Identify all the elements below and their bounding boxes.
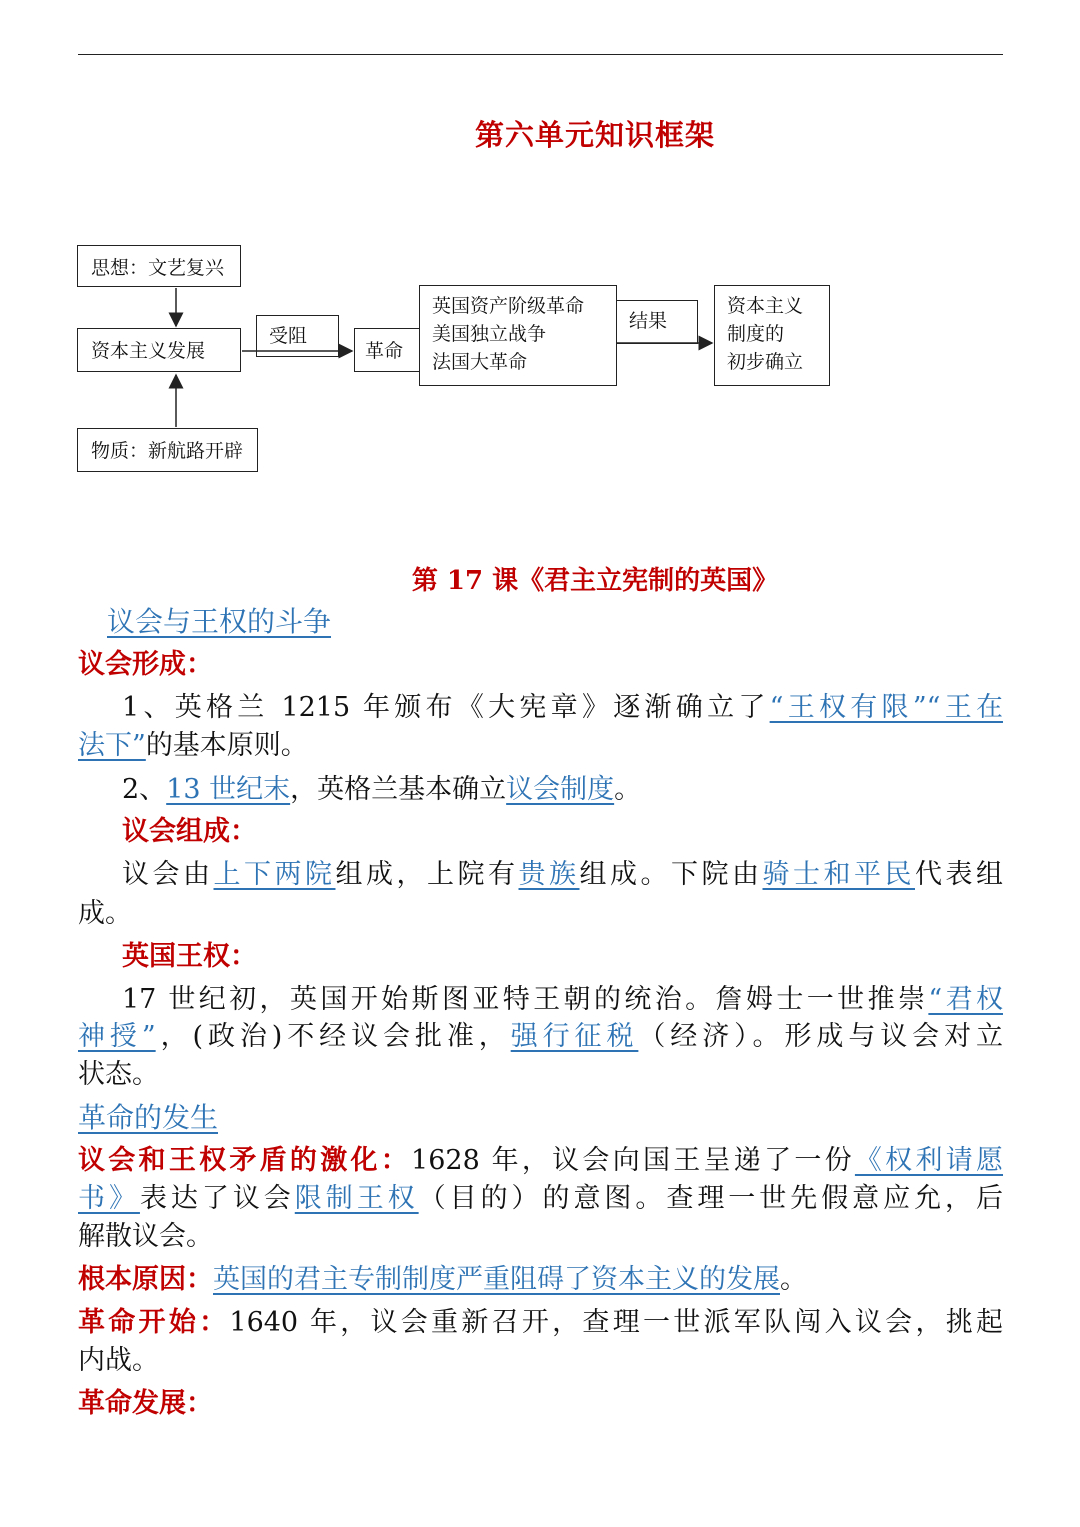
event-item: 英国资产阶级革命 (432, 295, 585, 317)
lesson-title: 第 17 课《君主立宪制的英国》 (411, 566, 779, 596)
box-result-label: 结果 (629, 310, 668, 332)
box-thought-label: 思想：文艺复兴 (91, 257, 225, 279)
para-conflict: 议会和王权矛盾的激化：1628 年，议会向国王呈递了一份《权利请愿 (78, 1145, 1004, 1176)
para-royal-power: 17 世纪初，英国开始斯图亚特王朝的统治。詹姆士一世推崇“君权 (122, 984, 1003, 1015)
section-heading-revolution: 革命的发生 (78, 1101, 219, 1134)
event-item: 法国大革命 (432, 351, 528, 373)
box-material-label: 物质：新航路开辟 (91, 440, 244, 462)
box-blocked-label: 受阻 (269, 325, 308, 347)
unit-title: 第六单元知识框架 (474, 118, 715, 152)
para-magna-carta: 1、英格兰 1215 年颁布《大宪章》逐渐确立了“王权有限”“王在 (122, 692, 1003, 723)
heading-parliament-formation: 议会形成： (78, 649, 213, 680)
para-composition: 议会由上下两院组成，上院有贵族组成。下院由骑士和平民代表组 (122, 859, 1003, 890)
heading-revolution-development: 革命发展： (78, 1388, 213, 1419)
para-royal-power-cont: 神授”，(政治)不经议会批准，强行征税（经济）。形成与议会对立 (78, 1021, 1003, 1052)
box-revolution-label: 革命 (365, 340, 404, 362)
para-composition-cont: 成。 (78, 898, 132, 929)
para-revolution-start: 革命开始：1640 年，议会重新召开，查理一世派军队闯入议会，挑起 (78, 1307, 1004, 1338)
para-royal-power-end: 状态。 (78, 1059, 159, 1090)
para-revolution-start-cont: 内战。 (78, 1345, 159, 1376)
para-parliament-system: 2、13 世纪末，英格兰基本确立议会制度。 (122, 774, 642, 805)
diagram-arrows (0, 0, 1080, 500)
para-magna-carta-cont: 法下”的基本原则。 (78, 730, 308, 761)
box-capitalism-label: 资本主义发展 (91, 340, 206, 362)
para-root-cause: 根本原因：英国的君主专制制度严重阻碍了资本主义的发展。 (78, 1264, 807, 1295)
outcome-line: 制度的 (727, 323, 785, 345)
outcome-line: 资本主义 (727, 295, 804, 317)
para-conflict-end: 解散议会。 (78, 1221, 213, 1252)
para-conflict-cont: 书》表达了议会限制王权（目的）的意图。查理一世先假意应允，后 (78, 1183, 1004, 1214)
heading-royal-power: 英国王权： (122, 941, 257, 972)
heading-parliament-composition: 议会组成： (122, 816, 257, 847)
outcome-line: 初步确立 (727, 351, 804, 373)
section-heading-struggle: 议会与王权的斗争 (107, 605, 332, 638)
event-item: 美国独立战争 (432, 323, 547, 345)
